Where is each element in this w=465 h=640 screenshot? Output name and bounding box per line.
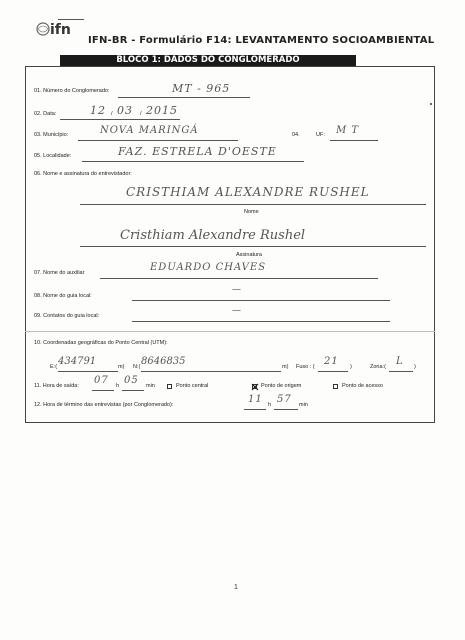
field-10-zona-close: ) [414,364,416,370]
field-04-uf-label: UF: [316,132,325,138]
field-03-label: 03. Município: [34,132,69,138]
field-04-value[interactable]: M T [336,125,360,136]
field-02-line [60,119,180,120]
field-10-e-unit: m) [118,364,125,370]
field-10-e-value[interactable]: 434791 [58,356,97,367]
block-title-bar: BLOCO 1: DADOS DO CONGLOMERADO [60,55,356,66]
checkmark-icon [252,384,257,389]
field-11-min[interactable]: 05 [124,375,139,386]
field-11-min-label: min [146,383,155,389]
field-10-fuso-close: ) [350,364,352,370]
field-12-min-line [274,409,298,410]
field-06-name-line [80,204,426,205]
field-10-zona-value[interactable]: L [396,356,404,367]
field-02-year[interactable]: 2015 [146,104,178,117]
field-04-line [330,140,378,141]
form-title: IFN-BR - Formulário F14: LEVANTAMENTO SOCIOAMBIENTAL [88,35,435,46]
frame-bottom-border [25,422,435,423]
field-10-e-label: E:( [50,364,58,370]
field-02-label: 02. Data: [34,111,57,117]
field-08-line [132,300,390,301]
field-10-n-line [141,371,281,372]
field-09-line [132,321,390,322]
field-08-value[interactable]: — [232,285,242,295]
mark-dot [430,103,432,105]
field-04-label: 04. [292,132,300,138]
field-10-n-value[interactable]: 8646835 [141,356,186,367]
field-06-name-value[interactable]: CRISTHIAM ALEXANDRE RUSHEL [126,185,370,199]
field-10-fuso-label: Fuso : ( [296,364,315,370]
field-12-label: 12. Hora de término das entrevistas (por Conglomerado): [34,402,174,408]
field-02-sep1: / [111,111,113,117]
field-06-name-caption: Nome [244,209,259,215]
field-05-label: 05. Localidade: [34,153,72,159]
field-07-line [100,278,378,279]
frame-top-border [25,66,435,67]
field-03-value[interactable]: NOVA MARINGÁ [100,125,199,136]
field-01-line [118,97,250,98]
field-12-h: h [268,402,272,408]
checkbox-ponto-central[interactable] [167,384,172,389]
field-11-opt3: Ponto de acesso [342,383,383,389]
field-12-hour[interactable]: 11 [248,394,263,405]
field-03-line [78,140,238,141]
field-10-fuso-line [318,371,348,372]
field-11-h: h [116,383,120,389]
frame-left-border [25,66,26,423]
field-05-value[interactable]: FAZ. ESTRELA D'OESTE [118,145,277,158]
field-09-value[interactable]: — [232,306,242,316]
field-10-n-label: N:( [133,364,141,370]
field-06-label: 06. Nome e assinatura do entrevistador: [34,171,132,177]
field-12-min[interactable]: 57 [277,394,292,405]
field-01-label: 01. Número do Conglomerado: [34,88,110,94]
field-12-min-label: min [299,402,308,408]
field-11-label: 11. Hora de saída: [34,383,79,389]
checkbox-ponto-origem[interactable] [252,384,257,389]
checkbox-ponto-acesso[interactable] [333,384,338,389]
field-10-zona-line [389,371,413,372]
field-09-label: 09. Contatos do guia local: [34,313,100,319]
field-06-signature-line [80,246,426,247]
field-11-opt1: Ponto central [176,383,209,389]
field-10-e-line [58,371,118,372]
field-06-signature-value[interactable]: Cristhiam Alexandre Rushel [120,228,306,243]
field-08-label: 08. Nome do guia local: [34,293,92,299]
field-02-day[interactable]: 12 [90,104,106,117]
field-02-sep2: / [140,111,142,117]
field-01-value[interactable]: MT - 965 [172,82,231,95]
field-11-hour[interactable]: 07 [94,375,109,386]
section-separator [25,331,435,332]
field-11-hour-line [92,390,114,391]
field-11-min-line [122,390,144,391]
field-10-n-unit: m) [282,364,289,370]
frame-right-border [434,66,435,423]
field-07-value[interactable]: EDUARDO CHAVES [150,262,267,273]
field-10-zona-label: Zona:( [370,364,386,370]
field-12-hour-line [244,409,266,410]
logo-text: ifn [50,22,71,38]
page-number: 1 [234,584,238,591]
field-10-fuso-value[interactable]: 21 [324,356,339,367]
field-02-month[interactable]: 03 [117,104,133,117]
field-06-signature-caption: Assinatura [236,252,262,258]
field-11-opt2: Ponto de origem [261,383,302,389]
field-10-label: 10. Coordenadas geográficas do Ponto Central (UTM): [34,340,168,346]
field-05-line [82,161,304,162]
field-07-label: 07. Nome do auxiliar [34,270,85,276]
